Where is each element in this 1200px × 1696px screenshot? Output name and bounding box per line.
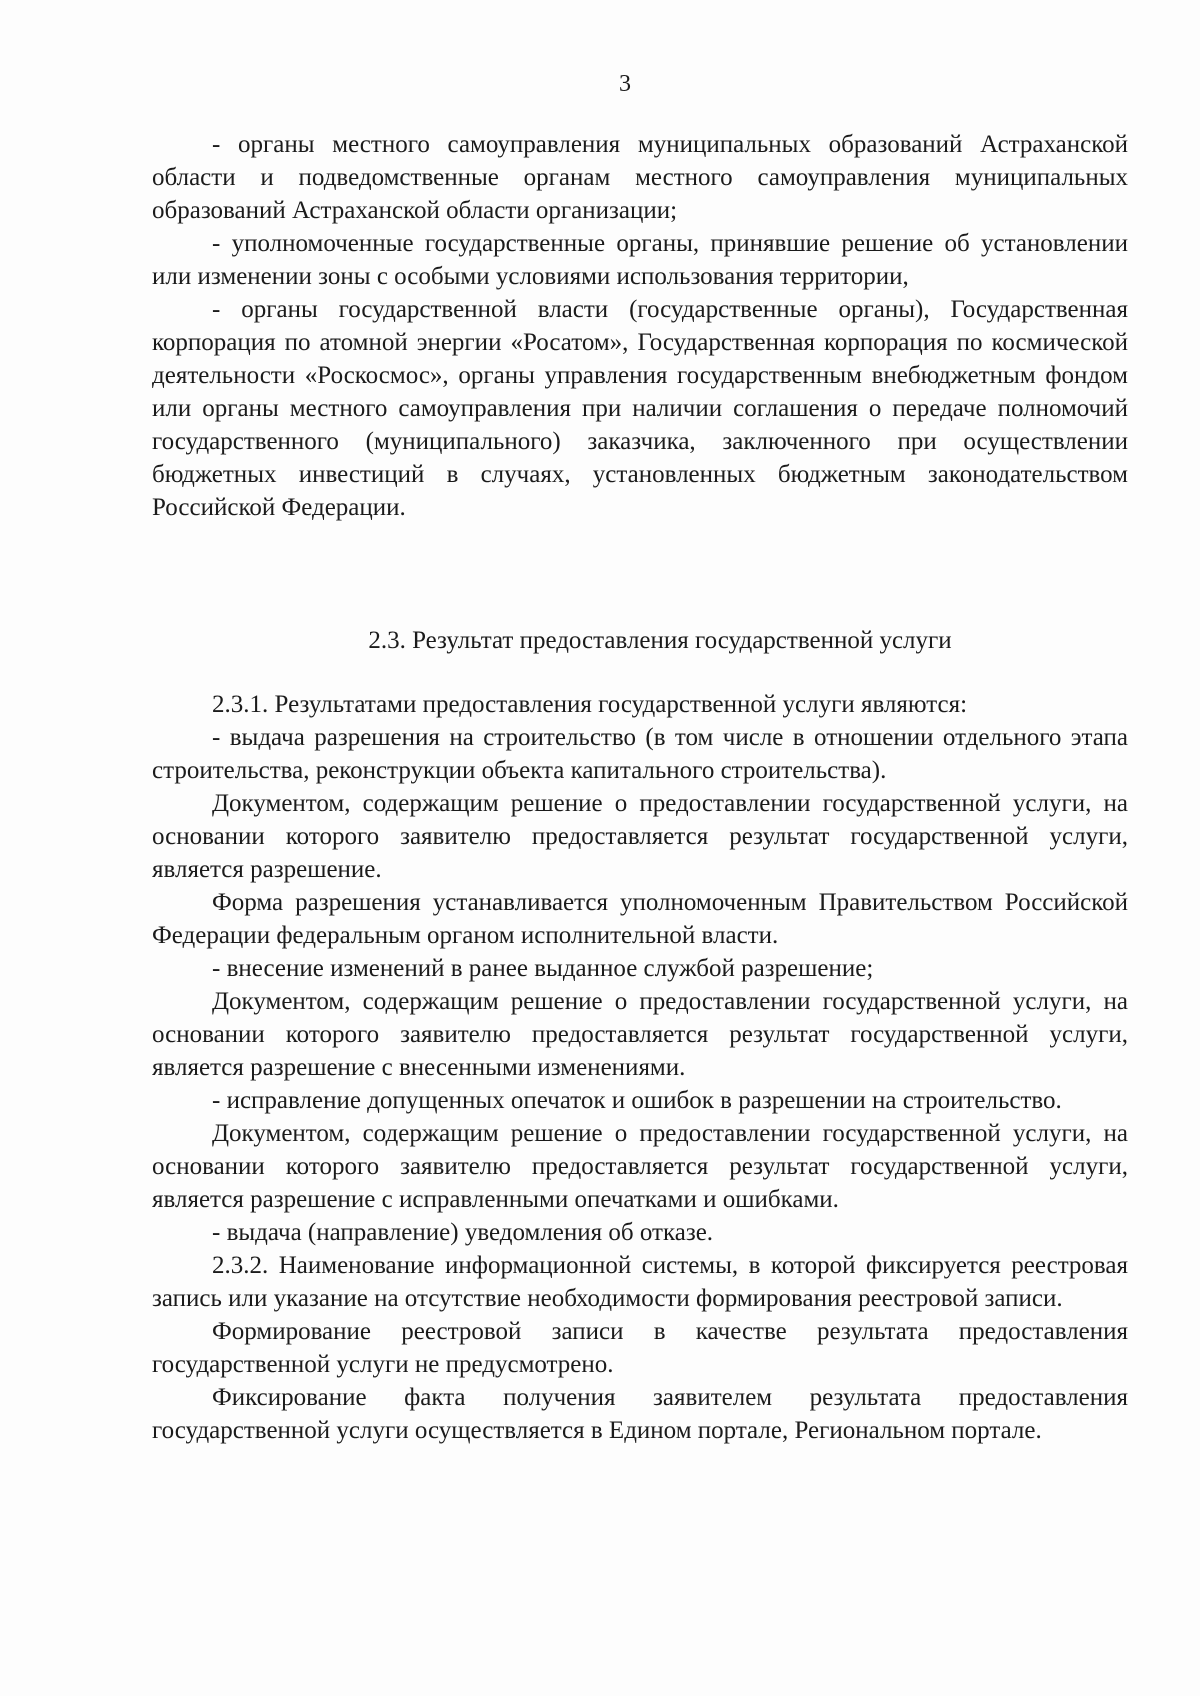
page-number: 3 [619, 71, 631, 97]
paragraph: - выдача разрешения на строительство (в том числе в отношении отдельного этапа строительства, реконструкции объекта капитального строительства). [152, 724, 1128, 784]
paragraph: - уполномоченные государственные органы, принявшие решение об установлении или изменении зоны с особыми условиями использования территории, [152, 230, 1128, 290]
text-block-recipients [152, 128, 1128, 524]
paragraph: Документом, содержащим решение о предоставлении государственной услуги, на основании которого заявителю предоставляется результат государственной услуги, является разрешение. [152, 790, 1128, 883]
section-heading: 2.3. Результат предоставления государственной услуги [368, 627, 952, 654]
paragraph: Документом, содержащим решение о предоставлении государственной услуги, на основании которого заявителю предоставляется результат государственной услуги, является разрешение с внесенными изменениями. [152, 988, 1128, 1081]
paragraph: Форма разрешения устанавливается уполномоченным Правительством Российской Федерации федеральным органом исполнительной власти. [152, 889, 1128, 949]
paragraph: Фиксирование факта получения заявителем результата предоставления государственной услуги осуществляется в Едином портале, Региональном портале. [152, 1384, 1128, 1444]
paragraph: Формирование реестровой записи в качестве результата предоставления государственной услуги не предусмотрено. [152, 1318, 1128, 1378]
paragraph: 2.3.2. Наименование информационной системы, в которой фиксируется реестровая запись или указание на отсутствие необходимости формирования реестровой записи. [152, 1252, 1128, 1312]
paragraph: - органы государственной власти (государственные органы), Государственная корпорация по атомной энергии «Росатом», Государственная корпорация по космической деятельности «Роскосмос», органы управления государственным внебюджетным фондом или органы местного самоуправления при наличии соглашения о передаче полномочий государственного (муниципального) заказчика, заключенного при осуществлении бюджетных инвестиций в случаях, установленных бюджетным законодательством Российской Федерации. [152, 296, 1128, 521]
text-block-results [152, 688, 1128, 1447]
paragraph: - органы местного самоуправления муниципальных образований Астраханской области и подведомственные органам местного самоуправления муниципальных образований Астраханской области организации; [152, 131, 1128, 224]
paragraph: - внесение изменений в ранее выданное службой разрешение; [212, 955, 874, 982]
paragraph: Документом, содержащим решение о предоставлении государственной услуги, на основании которого заявителю предоставляется результат государственной услуги, является разрешение с исправленными опечатками и ошибками. [152, 1120, 1128, 1213]
paragraph: - исправление допущенных опечаток и ошибок в разрешении на строительство. [212, 1087, 1062, 1114]
paragraph: - выдача (направление) уведомления об отказе. [212, 1219, 714, 1246]
paragraph: 2.3.1. Результатами предоставления государственной услуги являются: [212, 691, 968, 718]
